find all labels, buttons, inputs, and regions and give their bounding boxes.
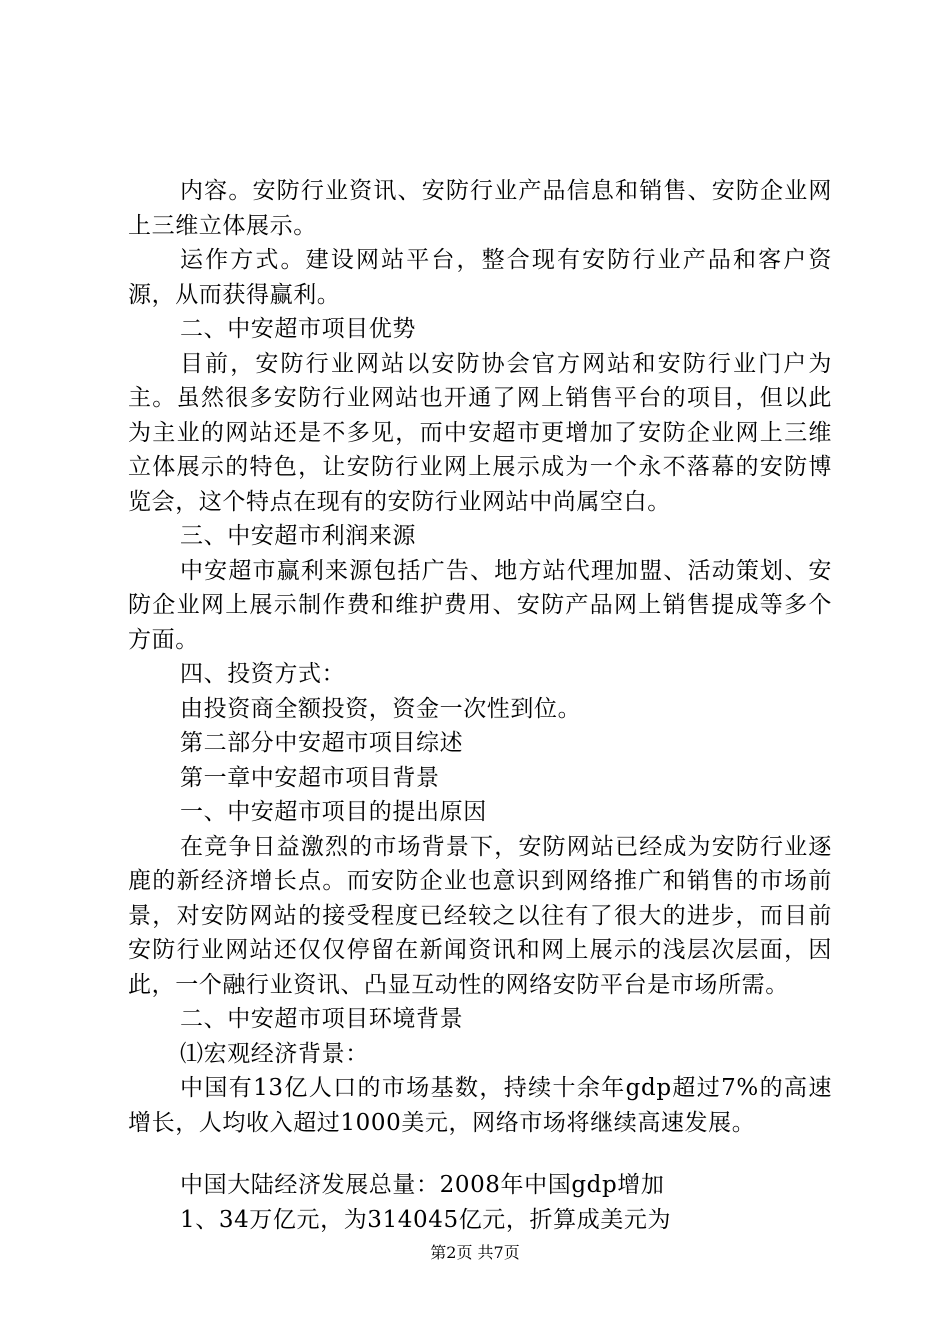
paragraph: 在竞争日益激烈的市场背景下，安防网站已经成为安防行业逐鹿的新经济增长点。而安防企业也意识到网络推广和销售的市场前景，对安防网站的接受程度已经较之以往有了很大的进步，而目前安防行业网站还仅仅停留在新闻资讯和网上展示的浅层次层面，因此，一个融行业资讯、凸显互动性的网络安防平台是市场所需。 bbox=[128, 833, 832, 998]
section-heading: 二、中安超市项目环境背景 bbox=[180, 1006, 464, 1032]
subsection-heading: ⑴宏观经济背景： bbox=[180, 1040, 369, 1067]
paragraph: 1、34万亿元，为314045亿元，折算成美元为 bbox=[180, 1206, 672, 1233]
chapter-heading: 第一章中安超市项目背景 bbox=[180, 764, 440, 791]
paragraph: 中安超市赢利来源包括广告、地方站代理加盟、活动策划、安防企业网上展示制作费和维护费用、安防产品网上销售提成等多个方面。 bbox=[128, 557, 832, 653]
page-indicator: 第2页 共7页 bbox=[430, 1243, 520, 1262]
section-heading: 四、投资方式： bbox=[180, 661, 346, 687]
page-footer bbox=[0, 1243, 950, 1263]
paragraph: 内容。安防行业资讯、安防行业产品信息和销售、安防企业网上三维立体展示。 bbox=[128, 178, 832, 239]
paragraph: 运作方式。建设网站平台，整合现有安防行业产品和客户资源，从而获得赢利。 bbox=[128, 247, 832, 308]
paragraph: 中国有13亿人口的市场基数，持续十余年gdp超过7%的高速增长，人均收入超过1000美元，网络市场将继续高速发展。 bbox=[128, 1075, 832, 1136]
section-heading: 二、中安超市项目优势 bbox=[180, 316, 416, 342]
document-body bbox=[128, 174, 832, 1237]
paragraph: 目前，安防行业网站以安防协会官方网站和安防行业门户为主。虽然很多安防行业网站也开通了网上销售平台的项目，但以此为主业的网站还是不多见，而中安超市更增加了安防企业网上三维立体展示的特色，让安防行业网上展示成为一个永不落幕的安防博览会，这个特点在现有的安防行业网站中尚属空白。 bbox=[128, 350, 832, 515]
part-heading: 第二部分中安超市项目综述 bbox=[180, 730, 464, 756]
paragraph: 由投资商全额投资，资金一次性到位。 bbox=[180, 695, 582, 722]
section-heading: 三、中安超市利润来源 bbox=[180, 523, 416, 549]
section-heading: 一、中安超市项目的提出原因 bbox=[180, 799, 487, 825]
paragraph: 中国大陆经济发展总量：2008年中国gdp增加 bbox=[180, 1172, 665, 1198]
